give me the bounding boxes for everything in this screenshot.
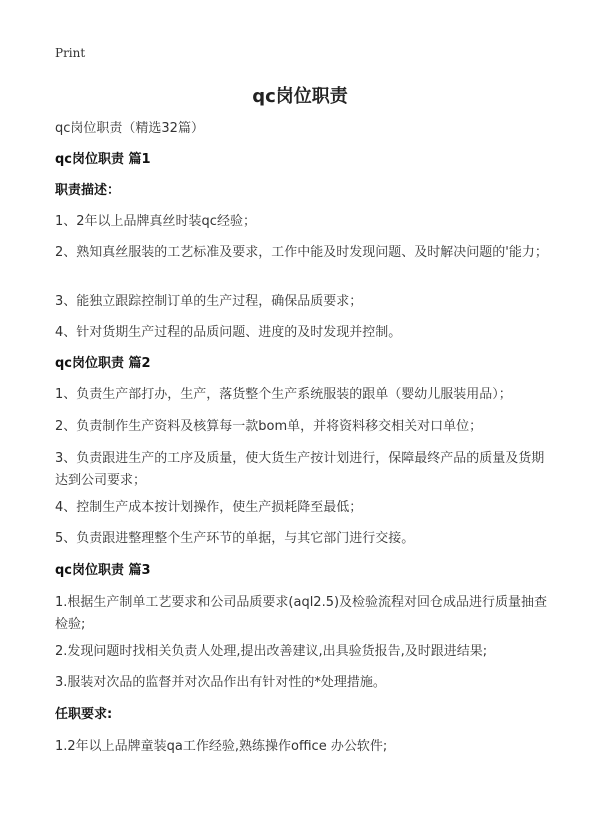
list-item: 1、2年以上品牌真丝时装qc经验； (55, 214, 256, 229)
list-item: 3、负责跟进生产的工序及质量，使大货生产按计划进行，保障最终产品的质量及货期达到公司要求； (55, 451, 545, 488)
list-item: 2.发现问题时找相关负责人处理,提出改善建议,出具验货报告,及时跟进结果; (55, 644, 488, 659)
section-1-subheading: 职责描述： (55, 183, 121, 198)
list-item: 1.2年以上品牌童装qa工作经验,熟练操作office 办公软件; (55, 739, 388, 754)
list-item: 1.根据生产制单工艺要求和公司品质要求(aql2.5)及检验流程对回仓成品进行质量抽查检验; (55, 595, 548, 632)
list-item: 5、负责跟进整理整个生产环节的单据，与其它部门进行交接。 (55, 531, 415, 546)
list-item: 3、能独立跟踪控制订单的生产过程，确保品质要求； (55, 294, 363, 309)
section-1-heading: qc岗位职责 篇1 (55, 152, 151, 167)
list-item: 2、熟知真丝服装的工艺标准及要求，工作中能及时发现问题、及时解决问题的'能力； (55, 245, 548, 260)
print-link[interactable]: Print (55, 46, 86, 60)
section-3-subheading: 任职要求: (55, 707, 113, 722)
list-item: 3.服装对次品的监督并对次品作出有针对性的*处理措施。 (55, 675, 386, 690)
section-3-heading: qc岗位职责 篇3 (55, 563, 151, 578)
list-item: 1、负责生产部打办，生产，落货整个生产系统服装的跟单（婴幼儿服装用品）； (55, 387, 512, 402)
list-item: 4、控制生产成本按计划操作，使生产损耗降至最低； (55, 500, 363, 515)
section-2-heading: qc岗位职责 篇2 (55, 356, 151, 371)
document-subtitle: qc岗位职责（精选32篇） (55, 121, 204, 136)
list-item: 4、针对货期生产过程的品质问题、进度的及时发现并控制。 (55, 325, 402, 340)
page-title: qc岗位职责 (252, 86, 348, 107)
list-item: 2、负责制作生产资料及核算每一款bom单，并将资料移交相关对口单位； (55, 419, 483, 434)
